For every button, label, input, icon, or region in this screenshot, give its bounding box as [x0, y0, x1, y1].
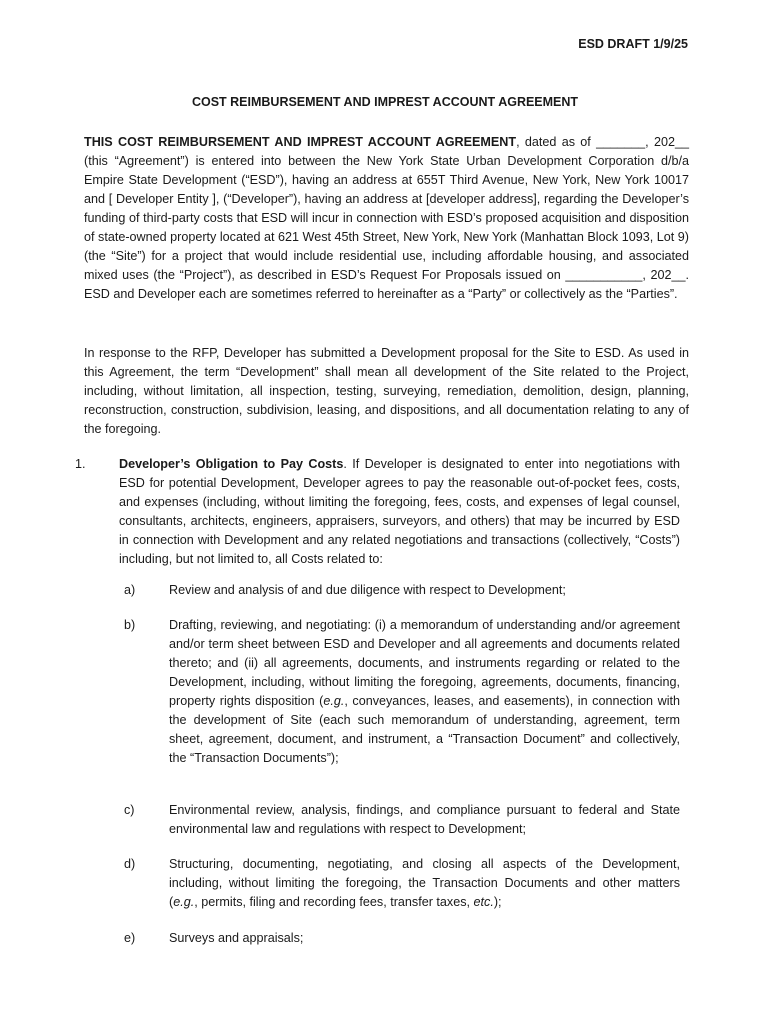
section-number: 1. — [75, 457, 86, 471]
list-item-emphasis: e.g. — [323, 694, 345, 708]
list-item-text: Environmental review, analysis, findings, and compliance pursuant to federal and State environmental law and regulations with respect to Development; — [169, 803, 680, 836]
intro-body: , dated as of _______, 202__ (this “Agreement”) is entered into between the New York State Urban Development Corporation d/b/a Empire State Development (“ESD”), having an address at 655T Third Avenue, New York, New York 10017 and [ Developer Entity ], (“Developer”), having an address at [developer address], regarding the Developer’s funding of third-party costs that ESD will incur in connection with ESD’s proposed acquisition and disposition of state-owned property located at 621 West 45th Street, New York, New York (Manhattan Block 1093, Lot 9) (the “Site”) for a project that would include residential use, including affordable housing, and associated mixed uses (the “Project”), as described in ESD’s Request For Proposals issued on ___________, 202__. ESD and Developer each are sometimes referred to hereinafter as a “Party” or collectively as the “Parties”. — [84, 135, 689, 301]
document-title: COST REIMBURSEMENT AND IMPREST ACCOUNT AGREEMENT — [191, 95, 579, 109]
rfp-paragraph: In response to the RFP, Developer has submitted a Development proposal for the Site to ESD. As used in this Agreement, the term “Development” shall mean all development of the Site related to the Project, including, without limitation, all inspection, testing, surveying, remediation, demolition, design, planning, reconstruction, construction, subdivision, leasing, and dispositions, and all documentation relating to any of the foregoing. — [84, 346, 689, 436]
list-item-text — [169, 616, 680, 768]
list-item-text-part: , permits, filing and recording fees, transfer taxes, — [194, 895, 474, 909]
list-item-label: e) — [124, 931, 136, 945]
list-item-label: a) — [124, 583, 136, 597]
section-heading: Developer’s Obligation to Pay Costs — [119, 457, 344, 471]
list-item-text-part: ); — [493, 895, 502, 909]
list-item-text: Surveys and appraisals; — [169, 931, 304, 945]
intro-lead: THIS COST REIMBURSEMENT AND IMPREST ACCOUNT AGREEMENT — [84, 135, 517, 149]
list-item-text-part: Structuring, documenting, negotiating, and closing all aspects of the Development, including, without limiting the foregoing, the Transaction Documents and other matters ( — [169, 857, 680, 909]
section-text — [119, 455, 680, 569]
list-item-text-part: Drafting, reviewing, and negotiating: (i) a memorandum of understanding and/or agreement and/or term sheet between ESD and Developer and all agreements and documents related thereto; and (ii) all agreements, documents, and instruments regarding or related to the Development, including, without limiting the foregoing, agreements, documents, financing, property rights disposition ( — [169, 618, 680, 708]
list-item-label: c) — [124, 803, 135, 817]
list-item-label: d) — [124, 857, 136, 871]
list-item-emphasis: etc. — [473, 895, 494, 909]
list-item-text — [169, 855, 680, 912]
list-item-label: b) — [124, 618, 136, 632]
list-item-text-part: , conveyances, leases, and easements), in connection with the development of Site (each such memorandum of understanding, agreement, term sheet, agreement, document, and instrument, a “Transaction Document” and collectively, the “Transaction Documents”); — [169, 694, 680, 765]
draft-label: ESD DRAFT 1/9/25 — [578, 37, 688, 51]
list-item-text: Review and analysis of and due diligence with respect to Development; — [169, 583, 566, 597]
list-item-emphasis: e.g. — [173, 895, 195, 909]
section-body: . If Developer is designated to enter into negotiations with ESD for potential Development, Developer agrees to pay the reasonable out-of-pocket fees, costs, and expenses (including, without limiting the foregoing, fees, costs, and expenses of legal counsel, consultants, architects, engineers, appraisers, surveyors, and others) that may be incurred by ESD in connection with Development and any related negotiations and transactions (collectively, “Costs”) including, but not limited to, all Costs related to: — [119, 457, 680, 566]
intro-paragraph — [84, 133, 689, 304]
